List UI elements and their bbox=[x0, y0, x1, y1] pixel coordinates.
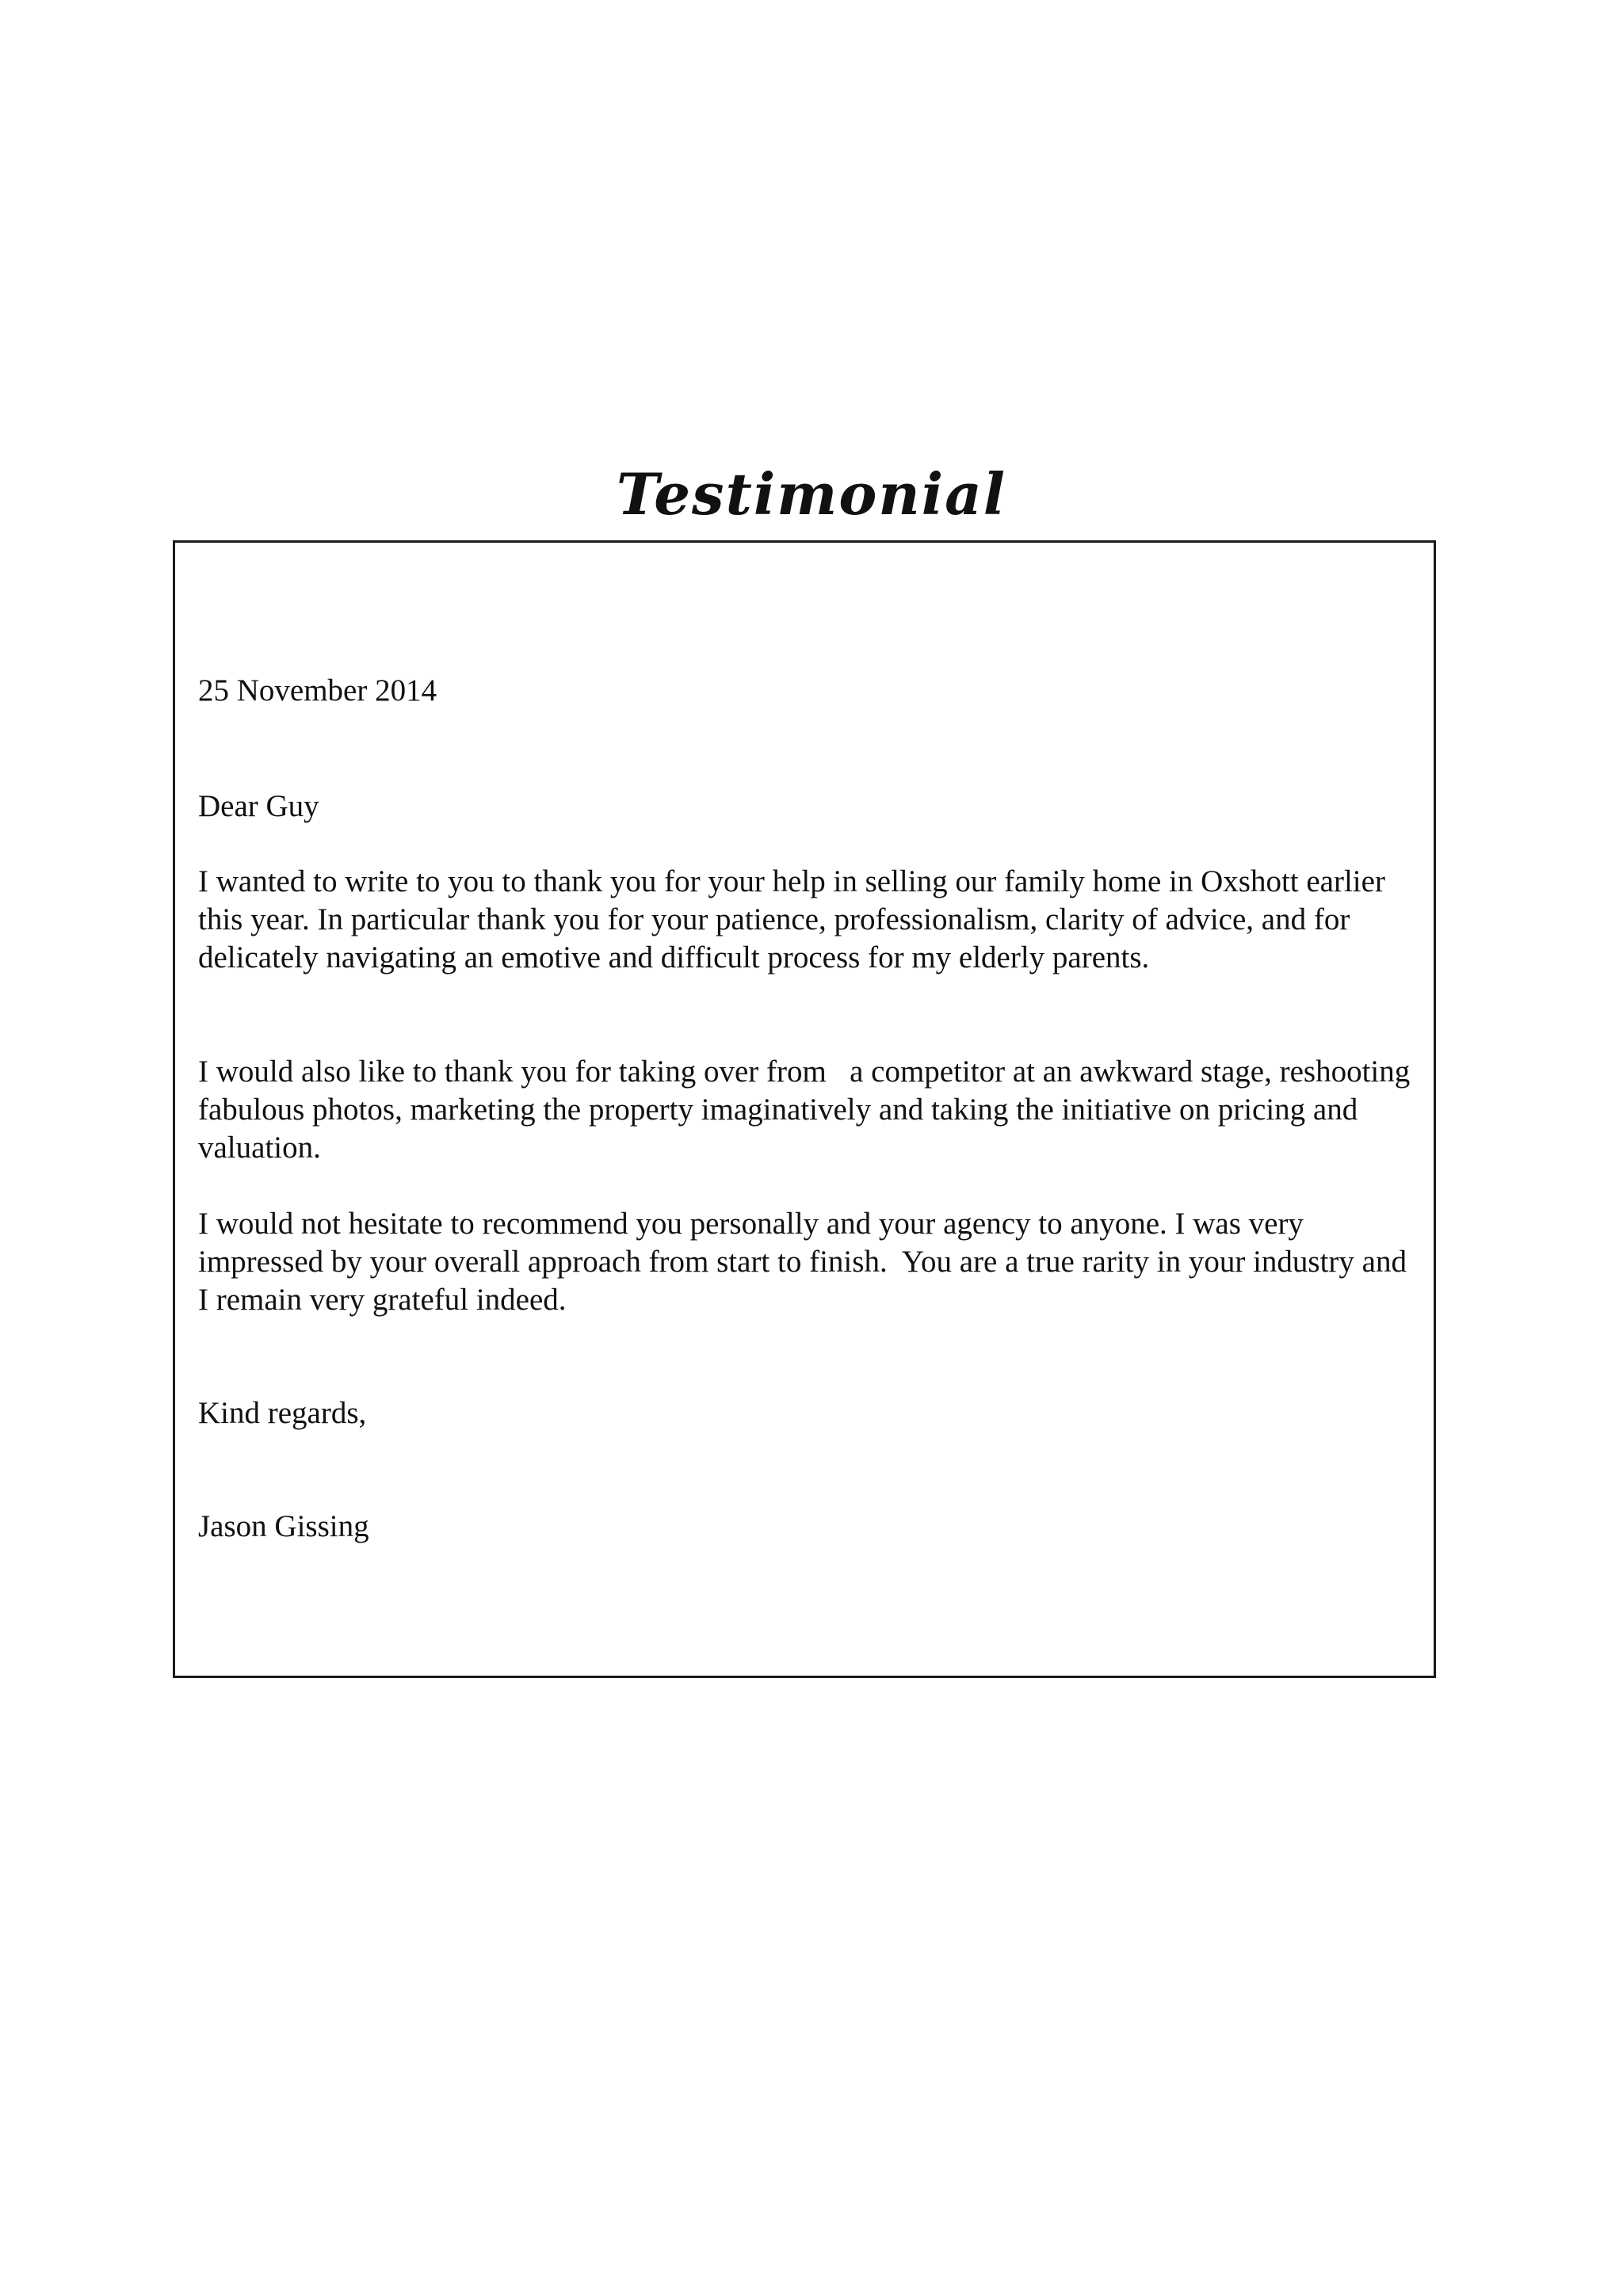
letter-signature: Jason Gissing bbox=[198, 1509, 369, 1543]
letter-closing: Kind regards, bbox=[198, 1396, 367, 1430]
letter-date: 25 November 2014 bbox=[198, 673, 437, 707]
page-title: Testimonial bbox=[616, 460, 1007, 528]
letter-paragraph-1: I wanted to write to you to thank you for your help in selling our family home in Oxshott earlier this year. In particular thank you for your patience, professionalism, clarity of advice, and for delicately navigating an emotive and difficult process for my elderly parents. bbox=[198, 864, 1385, 974]
letter-paragraph-2: I would also like to thank you for taking over from a competitor at an awkward stage, reshooting fabulous photos, marketing the property imaginatively and taking the initiative on pricing and valuation. bbox=[198, 1055, 1419, 1165]
letter-salutation: Dear Guy bbox=[198, 789, 319, 823]
letter-paragraph-3: I would not hesitate to recommend you personally and your agency to anyone. I was very impressed by your overall approach from start to finish. You are a true rarity in your industry and I remain very grateful indeed. bbox=[198, 1207, 1415, 1317]
